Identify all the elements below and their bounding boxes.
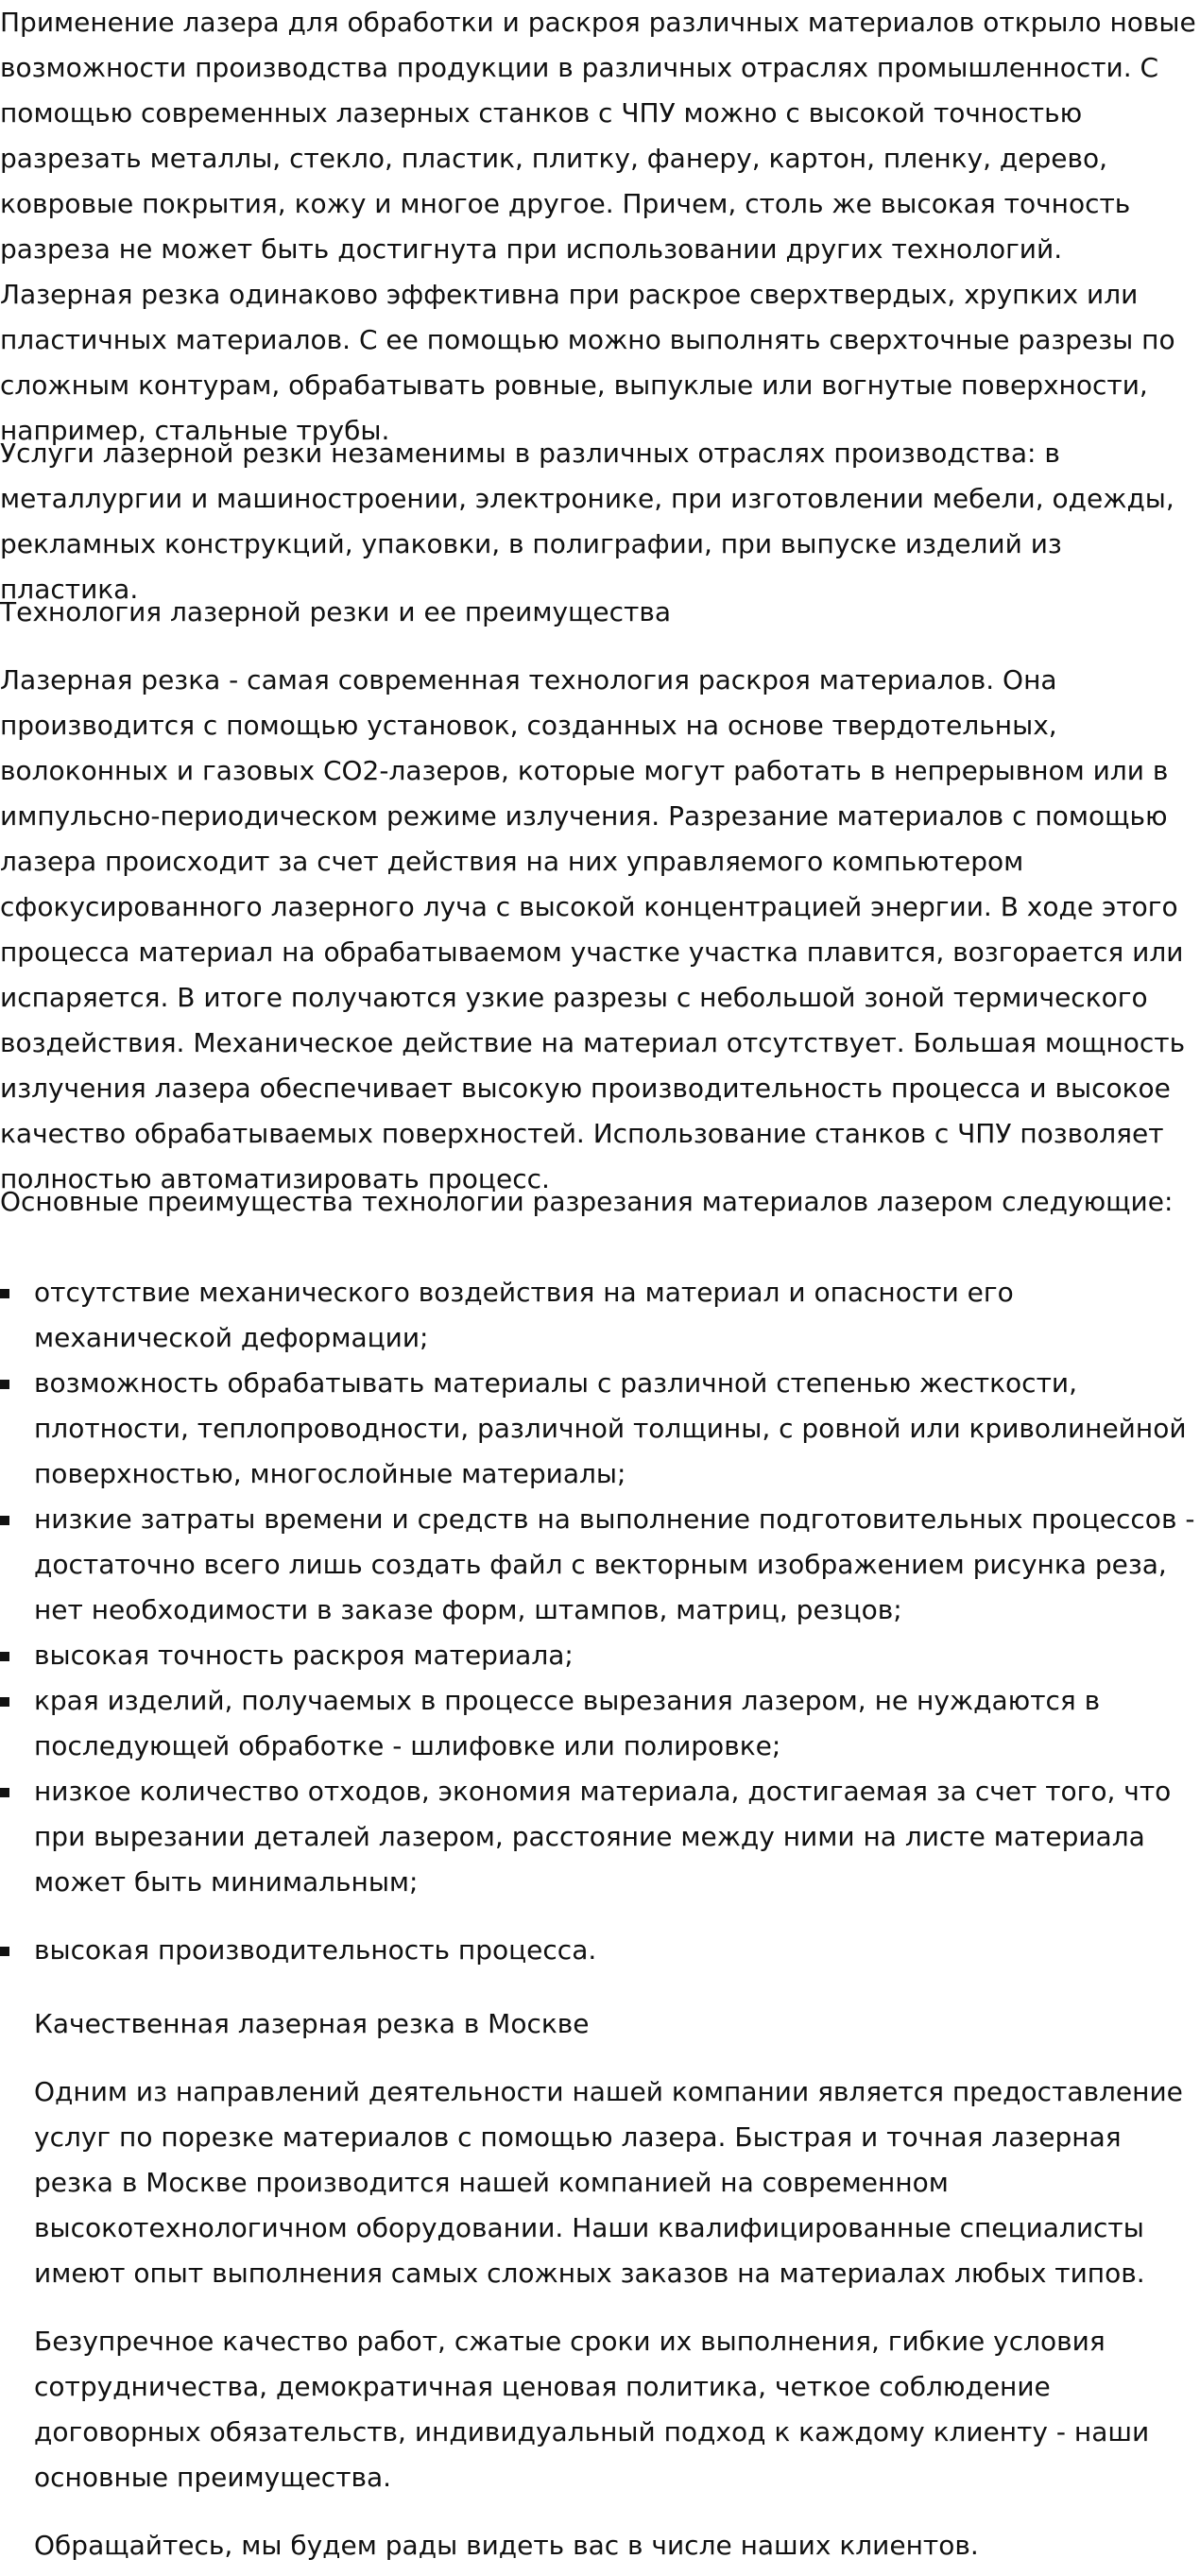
advantage-item: низкие затраты времени и средств на выполнение подготовительных процессов - достаточно всего лишь создать файл с векторным изображением рисунка реза, нет необходимости в заказе форм, штампов, матриц, резцов; bbox=[0, 1497, 1200, 1633]
advantage-item: края изделий, получаемых в процессе вырезания лазером, не нуждаются в последующей обработке - шлифовке или полировке; bbox=[0, 1678, 1200, 1769]
advantage-item: высокая производительность процесса. bbox=[0, 1928, 1200, 1973]
technology-heading: Технология лазерной резки и ее преимущества bbox=[0, 596, 672, 627]
moscow-heading: Качественная лазерная резка в Москве bbox=[34, 2008, 590, 2039]
technology-paragraph: Лазерная резка - самая современная технология раскроя материалов. Она производится с помощью установок, созданных на основе твердотельных, волоконных и газовых CO2-лазеров, которые могут работать в непрерывном или в импульсно-периодическом режиме излучения. Разрезание материалов с помощью лазера происходит за счет действия на них управляемого компьютером сфокусированного лазерного луча с высокой концентрацией энергии. В ходе этого процесса материал на обрабатываемом участке участка плавится, возгорается или испаряется. В итоге получаются узкие разрезы с небольшой зоной термического воздействия. Механическое действие на материал отсутствует. Большая мощность излучения лазера обеспечивает высокую производительность процесса и высокое качество обрабатываемых поверхностей. Использование станков с ЧПУ позволяет полностью автоматизировать процесс. bbox=[0, 664, 1186, 1194]
advantage-item: отсутствие механического воздействия на материал и опасности его механической деформации; bbox=[0, 1270, 1200, 1361]
services-paragraph: Услуги лазерной резки незаменимы в различных отраслях производства: в металлургии и машиностроении, электронике, при изготовлении мебели, одежды, рекламных конструкций, упаковки, в полиграфии, при выпуске изделий из пластика. bbox=[0, 438, 1174, 605]
advantages-list bbox=[0, 1270, 1200, 1973]
company-paragraph: Одним из направлений деятельности нашей компании является предоставление услуг по порезке материалов с помощью лазера. Быстрая и точная лазерная резка в Москве производится нашей компанией на современном высокотехнологичном оборудовании. Наши квалифицированные специалисты имеют опыт выполнения самых сложных заказов на материалах любых типов. bbox=[34, 2076, 1183, 2289]
benefits-paragraph: Безупречное качество работ, сжатые сроки их выполнения, гибкие условия сотрудничества, демократичная ценовая политика, четкое соблюдение договорных обязательств, индивидуальный подход к каждому клиенту - наши основные преимущества. bbox=[34, 2326, 1150, 2493]
advantages-intro: Основные преимущества технологии разрезания материалов лазером следующие: bbox=[0, 1186, 1174, 1217]
advantage-item: возможность обрабатывать материалы с различной степенью жесткости, плотности, теплопроводности, различной толщины, с ровной или криволинейной поверхностью, многослойные материалы; bbox=[0, 1361, 1200, 1497]
advantage-item: низкое количество отходов, экономия материала, достигаемая за счет того, что при вырезании деталей лазером, расстояние между ними на листе материала может быть минимальным; bbox=[0, 1769, 1200, 1905]
intro-paragraph: Применение лазера для обработки и раскроя различных материалов открыло новые возможности производства продукции в различных отраслях промышленности. С помощью современных лазерных станков с ЧПУ можно с высокой точностью разрезать металлы, стекло, пластик, плитку, фанеру, картон, пленку, дерево, ковровые покрытия, кожу и многое другое. Причем, столь же высокая точность разреза не может быть достигнута при использовании других технологий. Лазерная резка одинаково эффективна при раскрое сверхтвердых, хрупких или пластичных материалов. С ее помощью можно выполнять сверхточные разрезы по сложным контурам, обрабатывать ровные, выпуклые или вогнутые поверхности, например, стальные трубы. bbox=[0, 7, 1196, 446]
advantage-item: высокая точность раскроя материала; bbox=[0, 1633, 1200, 1678]
closing-paragraph: Обращайтесь, мы будем рады видеть вас в числе наших клиентов. bbox=[34, 2530, 979, 2561]
